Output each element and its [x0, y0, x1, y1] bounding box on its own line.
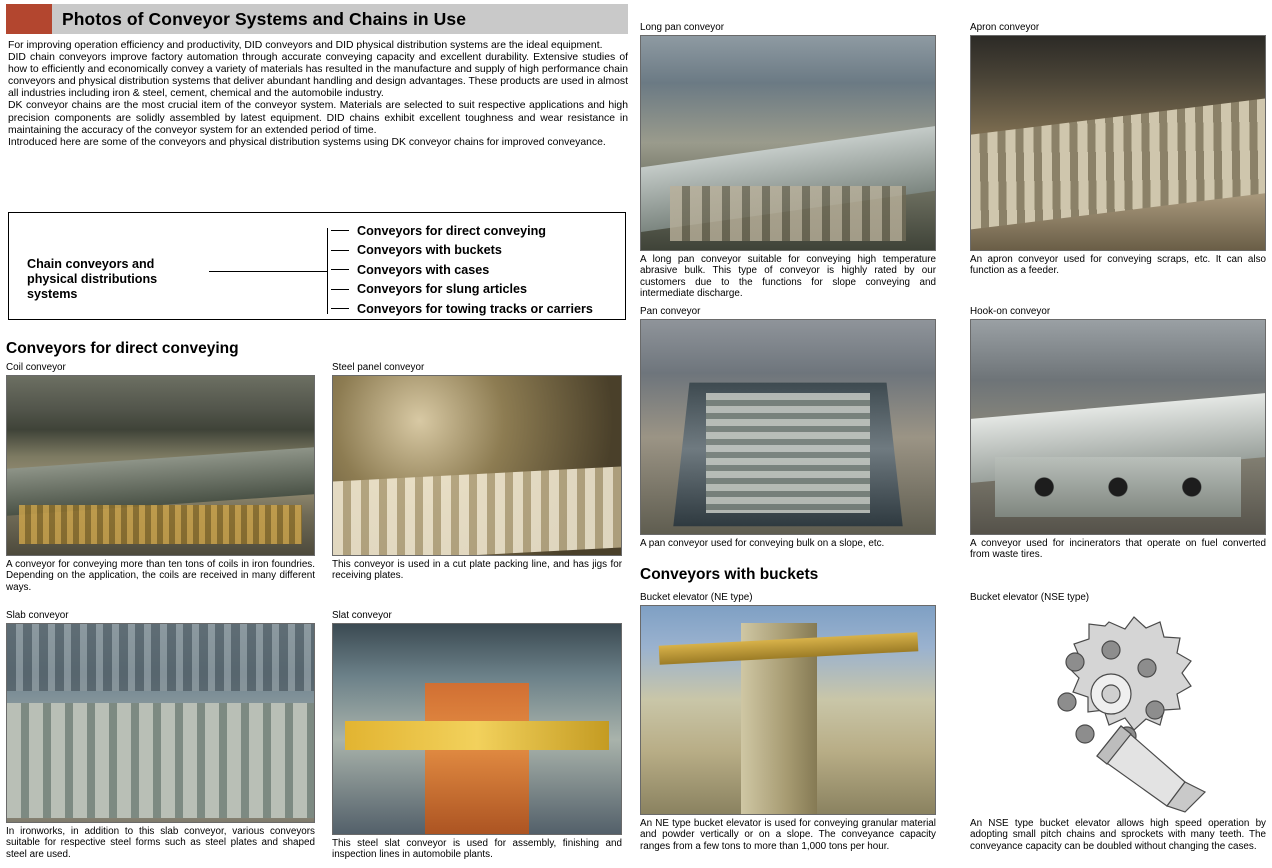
photo-coil-conveyor: [7, 376, 314, 555]
figure-title: Coil conveyor: [6, 362, 66, 373]
photo-apron-conveyor: [971, 36, 1265, 250]
figure-title: Apron conveyor: [970, 22, 1040, 33]
figure-title: Steel panel conveyor: [332, 362, 425, 373]
figure-image-slab-conveyor: [6, 623, 315, 823]
diagram-branch-label: Conveyors with buckets: [357, 243, 502, 258]
photo-slab-conveyor: [7, 624, 314, 822]
page-header: [6, 4, 628, 34]
diagram-branch-label: Conveyors with cases: [357, 262, 490, 277]
figure-caption: A long pan conveyor suitable for conveying high temperature abrasive bulk. This type of conveyor is highly rated by our customers due to the functions for slope conveying and intermediate discharge.: [640, 254, 936, 300]
section-heading-with-buckets: Conveyors with buckets: [640, 566, 819, 583]
photo-pan-conveyor: [641, 320, 935, 534]
dash-icon: [331, 250, 349, 251]
diagram-branch-label: Conveyors for towing tracks or carriers: [357, 301, 593, 316]
figure-caption: This conveyor is used in a cut plate packing line, and has jigs for receiving plates.: [332, 559, 622, 582]
dash-icon: [331, 269, 349, 270]
figure-title: Pan conveyor: [640, 306, 701, 317]
photo-hook-on-conveyor: [971, 320, 1265, 534]
figure-apron-conveyor: [970, 22, 1266, 277]
diagram-branch-item: [331, 280, 621, 300]
dash-icon: [331, 230, 349, 231]
intro-text: [8, 40, 628, 149]
figure-image-coil-conveyor: [6, 375, 315, 556]
dash-icon: [331, 308, 349, 309]
header-accent-tab: [6, 4, 52, 34]
diagram-branch-item: [331, 241, 621, 261]
intro-paragraph-1: For improving operation efficiency and productivity, DID conveyors and DID physical distribution systems are the ideal equipment.: [8, 40, 603, 51]
figure-image-bucket-elevator-ne: [640, 605, 936, 815]
diagram-branch-item: [331, 260, 621, 280]
intro-paragraph-4: Introduced here are some of the conveyors and physical distribution systems using DK conveyor chains for improved conveyance.: [8, 136, 606, 148]
figure-steel-panel-conveyor: [332, 362, 622, 582]
figure-caption: An NSE type bucket elevator allows high speed operation by adopting small pitch chains and sprockets with many teeth. The conveyance capacity can be doubled without changing the cases.: [970, 818, 1266, 852]
figure-image-steel-panel-conveyor: [332, 375, 622, 556]
figure-image-long-pan-conveyor: [640, 35, 936, 251]
figure-caption: A conveyor for conveying more than ten tons of coils in iron foundries. Depending on the application, the coils are received in many different ways.: [6, 559, 315, 593]
sprocket-illustration-icon: [971, 606, 1266, 815]
page-title: Photos of Conveyor Systems and Chains in Use: [62, 8, 467, 29]
diagram-root-label: [27, 257, 207, 302]
photo-bucket-elevator-ne: [641, 606, 935, 814]
photo-long-pan-conveyor: [641, 36, 935, 250]
figure-title: Long pan conveyor: [640, 22, 725, 33]
figure-slat-conveyor: [332, 610, 622, 861]
diagram-connector-vertical: [327, 228, 328, 314]
figure-caption: In ironworks, in addition to this slab conveyor, various conveyors suitable for respective steel forms such as steel plates and shaped steel are used.: [6, 826, 315, 860]
figure-image-slat-conveyor: [332, 623, 622, 835]
dash-icon: [331, 289, 349, 290]
diagram-branch-item: [331, 221, 621, 241]
classification-diagram: [8, 212, 626, 320]
intro-paragraph-3: DK conveyor chains are the most crucial item of the conveyor system. Materials are selected to suit respective applications and high precision components are solidly assembled by latest equipment. DID chains exhibit excellent toughness and wear resistance in maintaining the accuracy of the conveyor system for an extended period of time.: [8, 100, 628, 136]
figure-long-pan-conveyor: [640, 22, 936, 300]
section-heading-direct-conveying: Conveyors for direct conveying: [6, 340, 239, 357]
diagram-branch-label: Conveyors for direct conveying: [357, 223, 546, 238]
figure-title: Bucket elevator (NE type): [640, 592, 753, 603]
diagram-root-label-line2: physical distributions systems: [27, 272, 158, 301]
figure-title: Bucket elevator (NSE type): [970, 592, 1090, 603]
figure-pan-conveyor: [640, 306, 936, 549]
figure-title: Hook-on conveyor: [970, 306, 1051, 317]
diagram-connector-horizontal: [209, 271, 327, 272]
figure-title: Slab conveyor: [6, 610, 69, 621]
photo-bucket-elevator-nse: [971, 606, 1265, 814]
figure-hook-on-conveyor: [970, 306, 1266, 561]
figure-image-hook-on-conveyor: [970, 319, 1266, 535]
figure-caption: This steel slat conveyor is used for assembly, finishing and inspection lines in automobile plants.: [332, 838, 622, 861]
figure-title: Slat conveyor: [332, 610, 392, 621]
diagram-branch-item: [331, 299, 621, 319]
figure-bucket-elevator-nse: [970, 592, 1266, 852]
figure-caption: A pan conveyor used for conveying bulk on a slope, etc.: [640, 538, 885, 549]
photo-slat-conveyor: [333, 624, 621, 834]
diagram-branch-label: Conveyors for slung articles: [357, 282, 528, 297]
figure-bucket-elevator-ne: [640, 592, 936, 852]
figure-image-bucket-elevator-nse: [970, 605, 1266, 815]
figure-caption: An apron conveyor used for conveying scraps, etc. It can also function as a feeder.: [970, 254, 1266, 277]
diagram-root-label-line1: Chain conveyors and: [27, 257, 155, 271]
figure-caption: A conveyor used for incinerators that operate on fuel converted from waste tires.: [970, 538, 1266, 561]
intro-paragraph-2: DID chain conveyors improve factory automation through accurate conveying capacity and excellent durability. Extensive studies of how to efficiently and economically convey a variety of materials has resulted in the manufacture and supply of high performance chain conveyors and physical distribution systems that deliver abundant handling and design advantages. These products are used in almost all industries including iron & steel, cement, chemical and the automobile industry.: [8, 52, 628, 100]
photo-steel-panel-conveyor: [333, 376, 621, 555]
diagram-branch-list: [331, 221, 621, 319]
figure-image-pan-conveyor: [640, 319, 936, 535]
figure-coil-conveyor: [6, 362, 315, 593]
figure-image-apron-conveyor: [970, 35, 1266, 251]
figure-caption: An NE type bucket elevator is used for conveying granular material and powder vertically or on a slope. The conveyance capacity ranges from a few tons to more than 1,000 tons per hour.: [640, 818, 936, 852]
figure-slab-conveyor: [6, 610, 315, 860]
